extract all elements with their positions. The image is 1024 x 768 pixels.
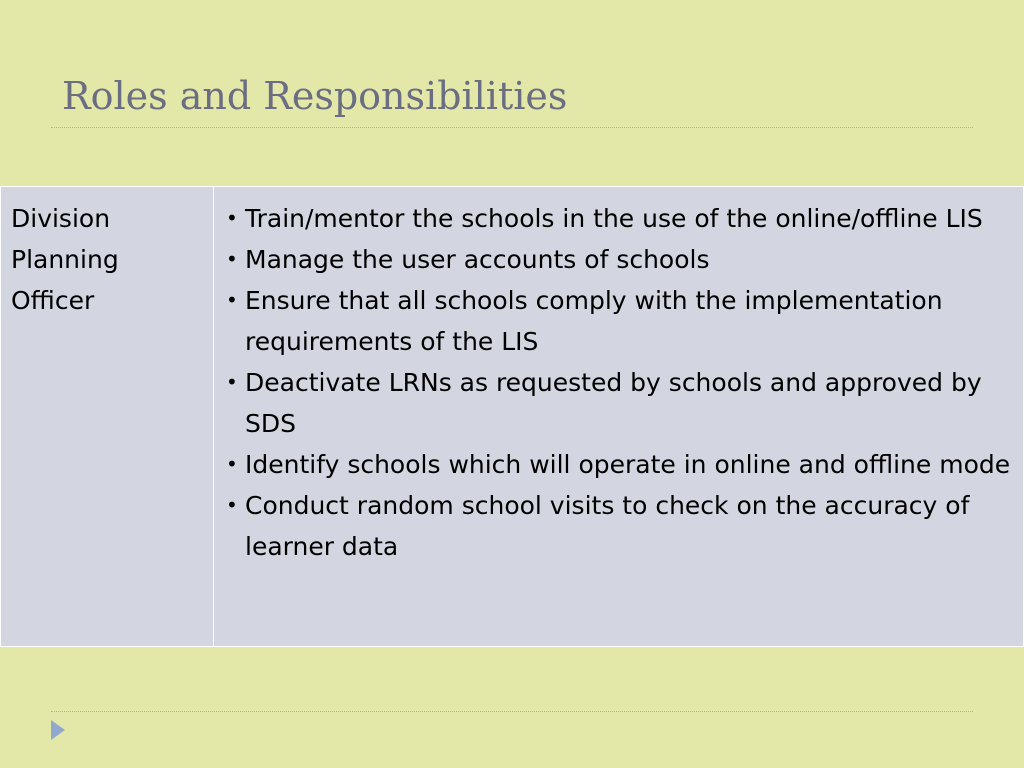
bullet-icon: • — [226, 247, 238, 271]
role-cell — [1, 187, 214, 647]
bullet-icon: • — [226, 452, 238, 476]
role-name-line: Officer — [11, 286, 95, 315]
title-divider — [51, 127, 973, 128]
play-arrow-icon[interactable] — [51, 720, 65, 740]
list-item — [214, 198, 1023, 239]
responsibilities-cell — [214, 187, 1024, 647]
bullet-icon: • — [226, 206, 238, 230]
bullet-icon: • — [226, 370, 238, 394]
bullet-icon: • — [226, 288, 238, 312]
role-name-line: Planning — [11, 245, 119, 274]
responsibility-text: Deactivate LRNs as requested by schools and approved by SDS — [245, 368, 982, 438]
responsibility-text: Manage the user accounts of schools — [245, 245, 710, 274]
roles-table — [0, 186, 1024, 647]
responsibility-text: Train/mentor the schools in the use of the online/offline LIS — [245, 204, 983, 233]
slide-title: Roles and Responsibilities — [62, 74, 568, 118]
list-item — [214, 239, 1023, 280]
list-item — [214, 485, 1023, 567]
bullet-icon: • — [226, 493, 238, 517]
responsibilities-list — [214, 198, 1023, 567]
footer-divider — [51, 711, 973, 712]
table-row — [1, 187, 1024, 647]
responsibility-text: Ensure that all schools comply with the implementation requirements of the LIS — [245, 286, 943, 356]
list-item — [214, 444, 1023, 485]
role-name-line: Division — [11, 204, 111, 233]
responsibility-text: Conduct random school visits to check on the accuracy of learner data — [245, 491, 970, 561]
list-item — [214, 280, 1023, 362]
list-item — [214, 362, 1023, 444]
responsibility-text: Identify schools which will operate in online and offline mode — [245, 450, 1011, 479]
